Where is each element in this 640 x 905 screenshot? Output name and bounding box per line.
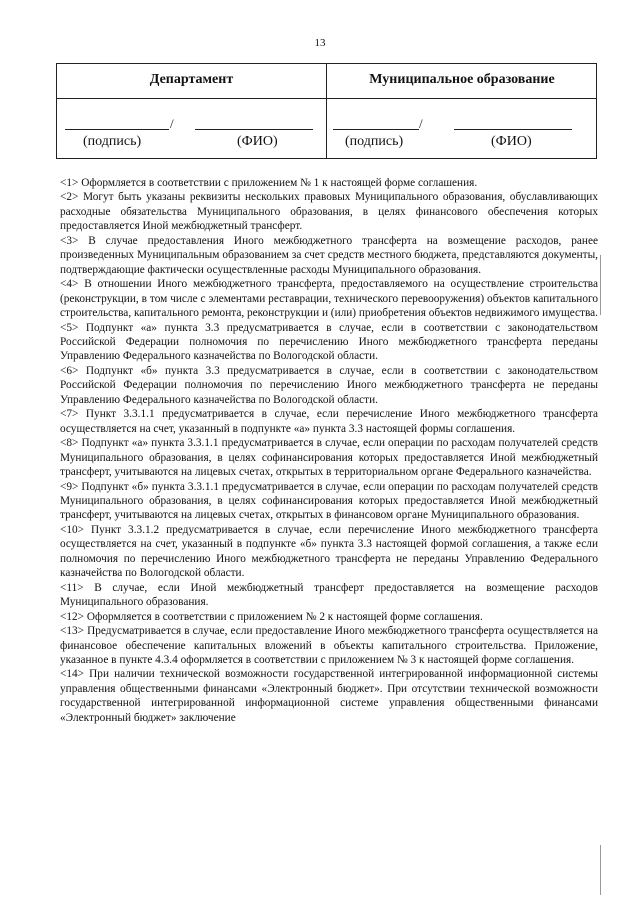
signature-table bbox=[56, 63, 597, 159]
scan-margin-mark bbox=[600, 845, 601, 895]
municipality-header: Муниципальное образование bbox=[369, 72, 555, 87]
footnote: <8> Подпункт «а» пункта 3.3.1.1 предусматривается в случае, если операции по расходам получателей средств Муниципального образования, в целях софинансирования которых предоставляется Иной межбюджетный трансферт, учитываются на лицевых счетах, открытых в территориальном органе Федерального казначейства. bbox=[60, 437, 598, 479]
department-header: Департамент bbox=[149, 72, 234, 87]
footnote: <1> Оформляется в соответствии с приложением № 1 к настоящей форме соглашения. bbox=[60, 177, 478, 189]
department-signature-caption: (подпись) bbox=[83, 134, 142, 149]
page-number: 13 bbox=[314, 37, 326, 49]
footnote: <14> При наличии технической возможности государственной интегрированной информационной системы управления общественными финансами «Электронный бюджет». При отсутствии технической возможности государственной интегрированной информационной системе управления общественными финансами «Электронный бюджет» заключение bbox=[60, 668, 598, 724]
footnote: <10> Пункт 3.3.1.2 предусматривается в случае, если перечисление Иного межбюджетного трансферта осуществляется на счет, указанный в подпункте «б» пункта 3.3 настоящей формой соглашения, а также если полномочия по перечислению Иного межбюджетного трансферта не переданы Управлению Федерального казначейства по Вологодской области. bbox=[60, 523, 598, 580]
footnote: <13> Предусматривается в случае, если предоставление Иного межбюджетного трансферта осуществляется на финансовое обеспечение капитальных вложений в объекты капитального строительства. Приложение, указанное в пункте 4.3.4 оформляется в соответствии с приложением № 3 к настоящей форме соглашения. bbox=[60, 625, 598, 666]
municipality-signature-caption: (подпись) bbox=[345, 134, 404, 149]
department-slash: / bbox=[170, 116, 174, 131]
footnotes bbox=[60, 176, 598, 725]
footnote: <3> В случае предоставления Иного межбюджетного трансферта на возмещение расходов, ранее произведенных Муниципальным образованием за счет средств местного бюджета, представляются документы, подтверждающие фактически осуществленные расходы Муниципального образования. bbox=[60, 234, 598, 276]
municipality-signature-line bbox=[333, 129, 419, 130]
footnote: <7> Пункт 3.3.1.1 предусматривается в случае, если перечисление Иного межбюджетного трансферта осуществляется на счет, указанный в подпункте «а» пункта 3.3 настоящей формы соглашения. bbox=[60, 408, 598, 435]
footnote: <12> Оформляется в соответствии с приложением № 2 к настоящей форме соглашения. bbox=[60, 610, 483, 623]
municipality-name-caption: (ФИО) bbox=[491, 134, 532, 149]
footnote: <5> Подпункт «а» пункта 3.3 предусматривается в случае, если в соответствии с законодательством Российской Федерации полномочия по перечислению Иного межбюджетного трансферта переданы Управлению Федерального казначейства по Вологодской области. bbox=[60, 321, 598, 363]
department-name-line bbox=[195, 129, 313, 130]
footnote: <4> В отношении Иного межбюджетного трансферта, предоставляемого на осуществление строительства (реконструкции, в том числе с элементами реставрации, технического перевооружения) объектов капитального строительства, капитального ремонта, реконструкции и (или) приобретения объектов недвижимого имущества. bbox=[60, 278, 598, 320]
footnote: <11> В случае, если Иной межбюджетный трансферт предоставляется на возмещение расходов Муниципального образования. bbox=[60, 581, 598, 609]
department-name-caption: (ФИО) bbox=[237, 134, 278, 149]
footnote: <2> Могут быть указаны реквизиты нескольких правовых Муниципального образования, обуславливающих расходные обязательства Муниципального образования, в целях финансового обеспечения которых предоставляется Иной межбюджетный трансферт. bbox=[60, 191, 598, 233]
footnote: <6> Подпункт «б» пункта 3.3 предусматривается в случае, если в соответствии с законодательством Российской Федерации полномочия по перечислению Иного межбюджетного трансферта не переданы Управлению Федерального казначейства по Вологодской области. bbox=[60, 364, 598, 406]
scan-margin-mark bbox=[600, 255, 601, 315]
municipality-name-line bbox=[454, 129, 572, 130]
table-divider-horizontal bbox=[57, 98, 596, 99]
municipality-slash: / bbox=[419, 116, 423, 131]
department-signature-line bbox=[65, 129, 169, 130]
footnote: <9> Подпункт «б» пункта 3.3.1.1 предусматривается в случае, если операции по расходам получателей средств Муниципального образования, в целях софинансирования которых предоставляется Иной межбюджетный трансферт, учитываются на лицевых счетах, открытых в финансовом органе Муниципального образования. bbox=[60, 480, 598, 522]
